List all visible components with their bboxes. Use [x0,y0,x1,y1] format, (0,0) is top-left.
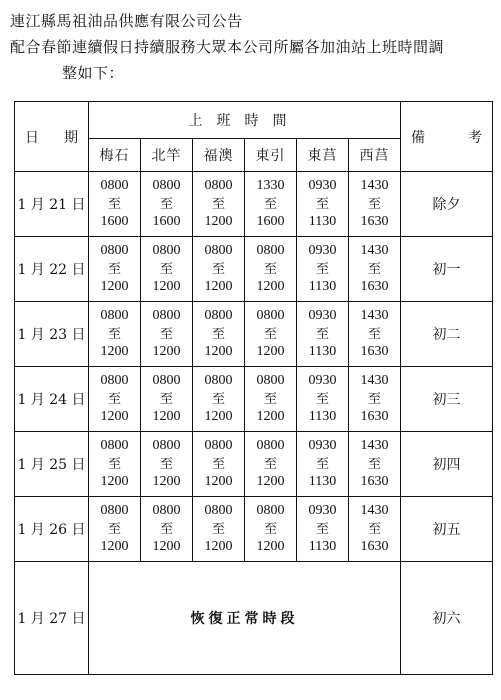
start-time: 0800 [152,438,181,453]
time-cell [245,432,297,497]
end-time: 1130 [308,474,337,489]
start-time: 0800 [204,373,233,388]
start-time: 0800 [100,243,129,258]
schedule-row [15,432,493,497]
start-time: 0930 [308,178,337,193]
header-date-char-2: 期 [64,129,78,146]
end-time: 1200 [204,539,233,554]
time-cell [193,237,245,302]
start-time: 0800 [100,503,129,518]
time-cell [349,497,401,562]
start-time: 0800 [256,373,285,388]
time-cell [349,172,401,237]
start-time: 0800 [152,503,181,518]
start-time: 0800 [204,308,233,323]
row-remark: 初二 [401,302,493,367]
start-time: 1430 [360,438,389,453]
time-separator: 至 [211,326,225,341]
time-separator: 至 [263,391,277,406]
time-cell [89,497,141,562]
time-separator: 至 [368,456,382,471]
start-time: 1430 [360,243,389,258]
notice-heading [10,8,490,86]
end-time: 1200 [100,279,129,294]
end-time: 1200 [100,474,129,489]
time-cell [89,237,141,302]
start-time: 0800 [100,308,129,323]
station-header: 福澳 [193,139,245,172]
time-cell [193,172,245,237]
time-separator: 至 [107,326,121,341]
start-time: 0800 [256,438,285,453]
schedule-row [15,302,493,367]
time-separator: 至 [263,326,277,341]
end-time: 1200 [152,279,181,294]
notice-line-3: 整如下： [62,64,125,82]
header-date-char-1: 日 [25,129,39,146]
time-cell [141,367,193,432]
time-cell [297,237,349,302]
time-cell [245,497,297,562]
time-separator: 至 [107,261,121,276]
time-separator: 至 [107,391,121,406]
end-time: 1200 [152,409,181,424]
station-header: 北竿 [141,139,193,172]
time-cell [193,432,245,497]
end-time: 1600 [256,214,285,229]
time-separator: 至 [368,521,382,536]
time-separator: 至 [159,456,173,471]
end-time: 1630 [360,214,389,229]
end-time: 1130 [308,409,337,424]
time-separator: 至 [315,456,329,471]
end-time: 1630 [360,279,389,294]
schedule-row [15,497,493,562]
start-time: 0800 [204,243,233,258]
end-time: 1200 [204,474,233,489]
end-time: 1200 [256,279,285,294]
time-separator: 至 [159,521,173,536]
time-cell [141,172,193,237]
time-separator: 至 [263,196,277,211]
resume-normal-hours: 恢復正常時段 [89,562,401,675]
end-time: 1200 [204,214,233,229]
start-time: 0800 [204,438,233,453]
header-work-hours: 上班時間 [89,102,401,139]
start-time: 0800 [152,373,181,388]
time-cell [245,237,297,302]
time-cell [297,497,349,562]
start-time: 0930 [308,373,337,388]
time-separator: 至 [315,326,329,341]
schedule-row [15,172,493,237]
start-time: 0800 [100,178,129,193]
time-separator: 至 [211,261,225,276]
start-time: 0800 [204,503,233,518]
start-time: 1430 [360,178,389,193]
end-time: 1200 [152,539,181,554]
time-separator: 至 [263,521,277,536]
row-date: 1 月 27 日 [15,562,89,675]
row-remark: 初一 [401,237,493,302]
station-header: 東引 [245,139,297,172]
start-time: 0800 [152,243,181,258]
start-time: 0800 [204,178,233,193]
end-time: 1630 [360,344,389,359]
time-cell [245,302,297,367]
start-time: 0800 [256,503,285,518]
time-separator: 至 [368,196,382,211]
time-cell [349,237,401,302]
time-cell [193,367,245,432]
end-time: 1200 [152,474,181,489]
end-time: 1200 [256,409,285,424]
start-time: 1430 [360,373,389,388]
end-time: 1630 [360,474,389,489]
time-cell [297,172,349,237]
start-time: 0930 [308,308,337,323]
time-separator: 至 [211,521,225,536]
station-header: 梅石 [89,139,141,172]
time-cell [89,172,141,237]
schedule-table [14,101,493,675]
end-time: 1130 [308,279,337,294]
time-separator: 至 [315,196,329,211]
time-separator: 至 [263,261,277,276]
start-time: 1330 [256,178,285,193]
station-header: 西莒 [349,139,401,172]
time-cell [193,497,245,562]
end-time: 1200 [204,279,233,294]
end-time: 1200 [100,409,129,424]
end-time: 1130 [308,539,337,554]
header-remarks-char-2: 考 [468,129,483,146]
time-cell [349,432,401,497]
row-date: 1 月 23 日 [15,302,89,367]
time-separator: 至 [211,456,225,471]
start-time: 1430 [360,503,389,518]
station-header: 東莒 [297,139,349,172]
end-time: 1600 [152,214,181,229]
time-cell [297,302,349,367]
time-separator: 至 [211,391,225,406]
row-date: 1 月 26 日 [15,497,89,562]
time-separator: 至 [368,391,382,406]
time-cell [297,432,349,497]
end-time: 1200 [204,409,233,424]
row-remark: 初五 [401,497,493,562]
time-separator: 至 [107,456,121,471]
schedule-row [15,367,493,432]
row-remark: 除夕 [401,172,493,237]
row-date: 1 月 22 日 [15,237,89,302]
start-time: 0930 [308,243,337,258]
time-cell [141,237,193,302]
end-time: 1200 [100,539,129,554]
time-cell [89,432,141,497]
row-date: 1 月 25 日 [15,432,89,497]
time-cell [141,432,193,497]
schedule-row [15,237,493,302]
time-separator: 至 [159,391,173,406]
start-time: 0930 [308,503,337,518]
time-separator: 至 [263,456,277,471]
time-separator: 至 [315,391,329,406]
time-cell [297,367,349,432]
start-time: 0800 [152,178,181,193]
end-time: 1200 [204,344,233,359]
end-time: 1630 [360,409,389,424]
time-separator: 至 [107,196,121,211]
header-remarks-char-1: 備 [411,129,426,146]
row-remark: 初四 [401,432,493,497]
start-time: 0800 [256,243,285,258]
notice-line-1: 連江縣馬祖油品供應有限公司公告 [10,12,243,30]
time-cell [89,302,141,367]
end-time: 1200 [100,344,129,359]
end-time: 1600 [100,214,129,229]
row-remark: 初六 [401,562,493,675]
end-time: 1200 [256,474,285,489]
time-separator: 至 [107,521,121,536]
schedule-row-resume [15,562,493,675]
row-remark: 初三 [401,367,493,432]
time-cell [141,302,193,367]
end-time: 1200 [256,539,285,554]
time-separator: 至 [159,196,173,211]
start-time: 0930 [308,438,337,453]
time-cell [141,497,193,562]
start-time: 0800 [256,308,285,323]
row-date: 1 月 21 日 [15,172,89,237]
start-time: 0800 [100,373,129,388]
time-cell [193,302,245,367]
time-separator: 至 [315,521,329,536]
start-time: 0800 [152,308,181,323]
end-time: 1130 [308,344,337,359]
time-cell [245,172,297,237]
time-cell [245,367,297,432]
start-time: 1430 [360,308,389,323]
start-time: 0800 [100,438,129,453]
end-time: 1200 [256,344,285,359]
time-separator: 至 [368,261,382,276]
time-separator: 至 [159,261,173,276]
end-time: 1130 [308,214,337,229]
end-time: 1630 [360,539,389,554]
time-separator: 至 [159,326,173,341]
time-separator: 至 [315,261,329,276]
time-cell [89,367,141,432]
row-date: 1 月 24 日 [15,367,89,432]
time-separator: 至 [368,326,382,341]
notice-line-2: 配合春節連續假日持續服務大眾本公司所屬各加油站上班時間調 [10,38,445,56]
time-separator: 至 [211,196,225,211]
header-remarks [401,102,493,172]
end-time: 1200 [152,344,181,359]
time-cell [349,367,401,432]
header-date [15,102,89,172]
time-cell [349,302,401,367]
